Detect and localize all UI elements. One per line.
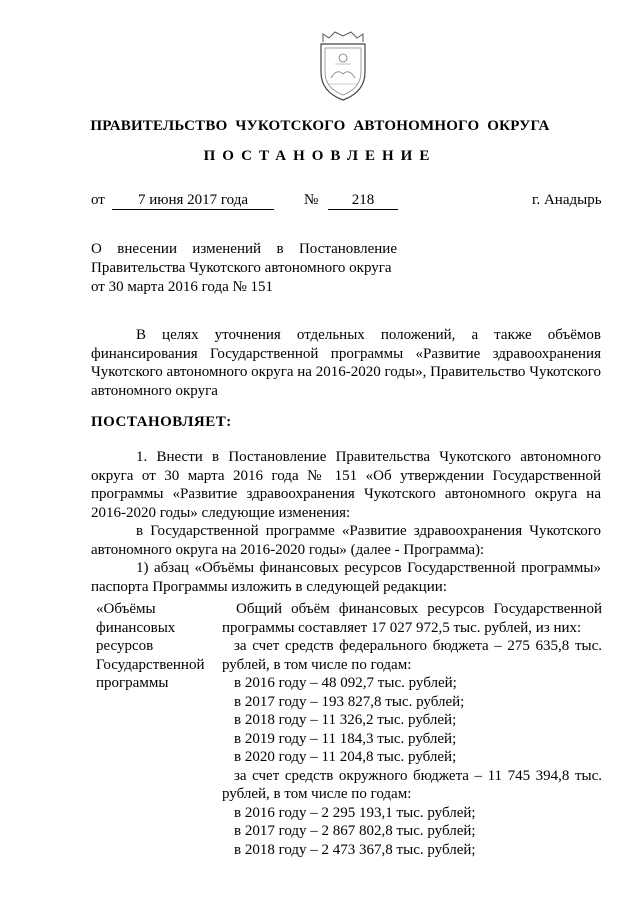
document-subject bbox=[91, 240, 397, 297]
coat-of-arms-emblem bbox=[313, 28, 373, 104]
table-label-line: Государственной bbox=[96, 656, 205, 673]
subject-line-1: О внесении изменений в Постановление bbox=[91, 241, 397, 257]
total-funding: Общий объём финансовых ресурсов Государственной программы составляет 17 027 972,5 тыс. рублей, из них: bbox=[222, 601, 602, 636]
number-label: № bbox=[304, 192, 319, 208]
district-year-row: в 2018 году – 2 473 367,8 тыс. рублей; bbox=[234, 841, 476, 858]
table-label-line: финансовых bbox=[96, 619, 176, 636]
district-year-row: в 2017 году – 2 867 802,8 тыс. рублей; bbox=[234, 823, 476, 839]
district-budget: за счет средств окружного бюджета – 11 745 394,8 тыс. рублей, в том числе по годам: bbox=[222, 767, 602, 802]
preamble bbox=[91, 326, 601, 400]
table-value-column bbox=[222, 600, 602, 859]
date-field bbox=[112, 190, 274, 210]
city-name: г. Анадырь bbox=[532, 192, 602, 208]
table-label-column bbox=[96, 600, 218, 693]
federal-budget: за счет средств федерального бюджета – 275 635,8 тыс. рублей, в том числе по годам: bbox=[222, 638, 602, 673]
document-type-title: ПОСТАНОВЛЕНИЕ bbox=[203, 148, 437, 164]
item-1: 1. Внести в Постановление Правительства Чукотского автономного округа от 30 марта 2016 года № 151 «Об утверждении Государственной программы «Развитие здравоохранения Чукотского автономного округа на 2016-2020 годы» следующие изменения: bbox=[91, 449, 601, 521]
federal-year-row: в 2020 году – 11 204,8 тыс. рублей; bbox=[234, 749, 457, 765]
table-label-line: «Объёмы bbox=[96, 601, 156, 617]
date-from-label: от bbox=[91, 192, 105, 208]
table-label-line: программы bbox=[96, 675, 169, 691]
federal-year-row: в 2016 году – 48 092,7 тыс. рублей; bbox=[234, 675, 457, 691]
preamble-text: В целях уточнения отдельных положений, а также объёмов финансирования Государственной программы «Развитие здравоохранения Чукотского автономного округа на 2016-2020 годы», Правительство Чукотского автономного округа bbox=[91, 327, 601, 399]
federal-year-row: в 2019 году – 11 184,3 тыс. рублей; bbox=[234, 730, 457, 747]
federal-year-row: в 2017 году – 193 827,8 тыс. рублей; bbox=[234, 693, 465, 710]
subject-line-3: от 30 марта 2016 года № 151 bbox=[91, 279, 274, 295]
federal-year-row: в 2018 году – 11 326,2 тыс. рублей; bbox=[234, 712, 457, 728]
document-date: 7 июня 2017 года bbox=[112, 191, 274, 210]
table-label-line: ресурсов bbox=[96, 638, 154, 654]
government-title: ПРАВИТЕЛЬСТВО ЧУКОТСКОГО АВТОНОМНОГО ОКРУГА bbox=[90, 118, 550, 134]
document-number: 218 bbox=[328, 191, 398, 210]
subject-line-2: Правительства Чукотского автономного округа bbox=[91, 260, 392, 276]
decree-items bbox=[91, 448, 601, 596]
decree-heading: ПОСТАНОВЛЯЕТ: bbox=[91, 414, 232, 430]
number-field bbox=[328, 190, 398, 210]
district-year-row: в 2016 году – 2 295 193,1 тыс. рублей; bbox=[234, 804, 476, 821]
item-1-sub: в Государственной программе «Развитие здравоохранения Чукотского автономного округа на 2016-2020 годы» (далее - Программа): bbox=[91, 523, 601, 558]
item-1-1: 1) абзац «Объёмы финансовых ресурсов Государственной программы» паспорта Программы изложить в следующей редакции: bbox=[91, 560, 601, 595]
